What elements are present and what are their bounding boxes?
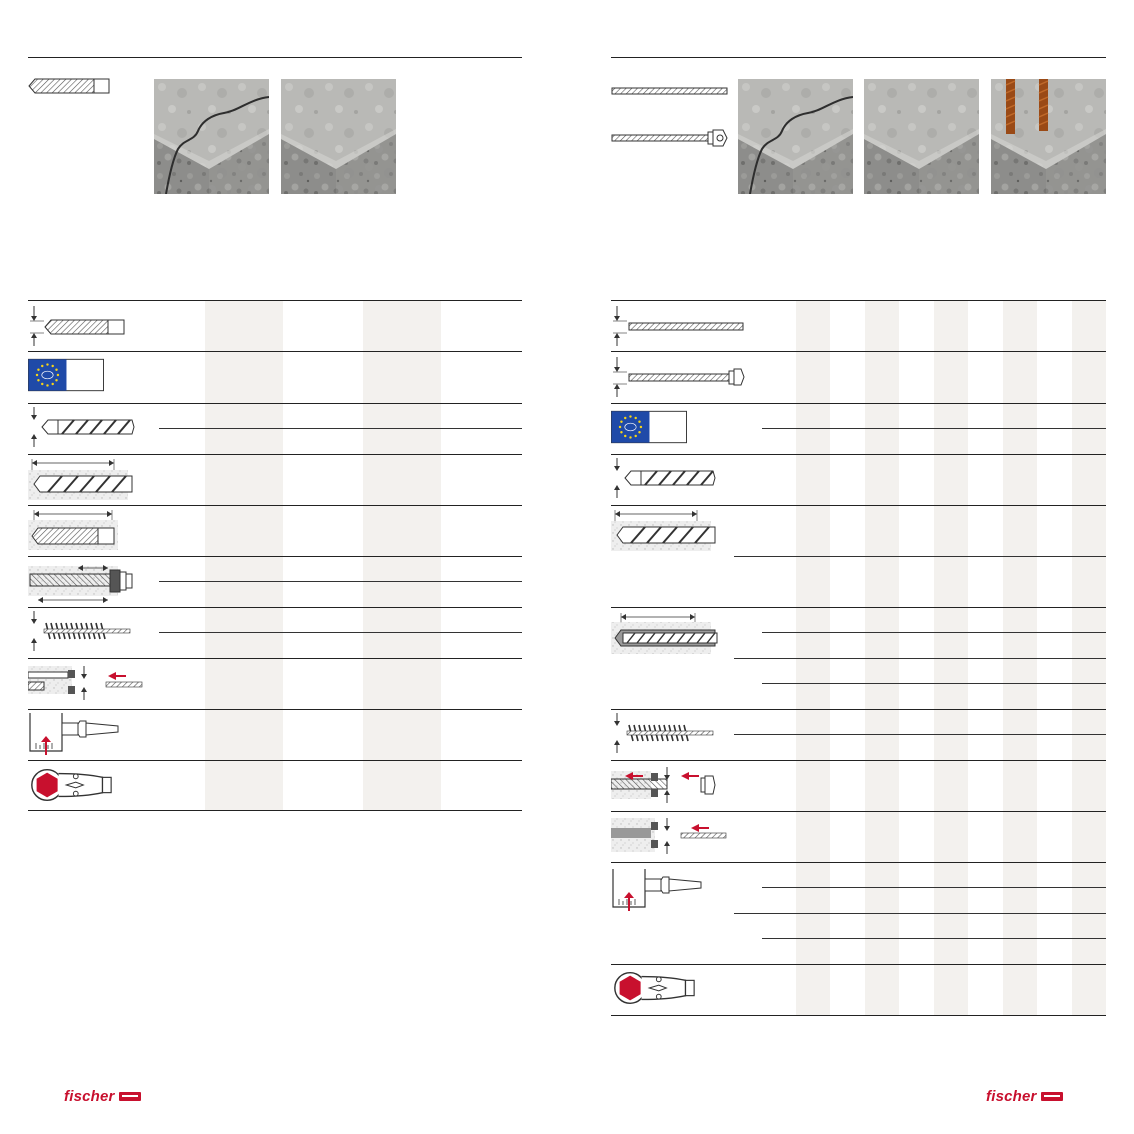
drill-diameter-icon <box>611 456 721 500</box>
right-table-subrule <box>734 913 1106 914</box>
threaded-rod-icon <box>611 86 729 96</box>
left-table-rule <box>28 403 522 404</box>
left-table-rule <box>28 556 522 557</box>
right-table-subrule <box>734 658 1106 659</box>
logo-badge-icon <box>1041 1092 1063 1101</box>
left-table-subrule <box>159 632 522 633</box>
eta-approval-icon <box>28 358 104 394</box>
fixture-hole-icon <box>611 765 723 805</box>
rebar-concrete-photo <box>991 79 1106 194</box>
mortar-volume-icon <box>28 711 138 755</box>
right-table-rule <box>611 811 1106 812</box>
right-table-subrule <box>762 428 1106 429</box>
drill-depth-icon <box>28 456 138 502</box>
anchorage-depth-icon <box>28 508 120 552</box>
right-table-rule <box>611 403 1106 404</box>
right-table-subrule <box>734 556 1106 557</box>
non-cracked-concrete-photo <box>281 79 396 194</box>
left-table-rule <box>28 351 522 352</box>
left-top-rule <box>28 57 522 58</box>
left-table-rule <box>28 810 522 811</box>
left-table-rule <box>28 505 522 506</box>
right-table-subrule <box>762 683 1106 684</box>
fischer-logo-right <box>986 1088 1063 1105</box>
torque-wrench-icon <box>611 968 697 1008</box>
right-table-subrule <box>734 734 1106 735</box>
cleaning-brush-icon <box>611 711 723 755</box>
right-table-rule <box>611 709 1106 710</box>
anchor-sleeve-icon <box>28 77 112 95</box>
left-table-subrule <box>159 581 522 582</box>
cracked-concrete-photo <box>738 79 853 194</box>
logo-wordmark: fischer <box>986 1088 1037 1105</box>
left-table-rule <box>28 607 522 608</box>
threaded-rod-diameter-icon <box>611 304 747 348</box>
bolt-diameter-icon <box>611 355 747 399</box>
cracked-concrete-photo <box>154 79 269 194</box>
right-top-rule <box>611 57 1106 58</box>
right-table-rule <box>611 351 1106 352</box>
anchor-sleeve-diameter-icon <box>28 304 128 348</box>
rebar-anchorage-icon <box>611 612 729 656</box>
left-table-rule <box>28 709 522 710</box>
logo-badge-icon <box>119 1092 141 1101</box>
torque-wrench-icon <box>28 765 114 805</box>
cleaning-brush-icon <box>28 609 140 653</box>
right-table-rule <box>611 964 1106 965</box>
drill-depth-icon <box>611 507 721 553</box>
eta-approval-icon <box>611 410 687 446</box>
left-table-subrule <box>159 428 522 429</box>
right-table-rule <box>611 760 1106 761</box>
right-table-rule <box>611 862 1106 863</box>
hex-bolt-rod-icon <box>611 127 729 149</box>
left-table-rule <box>28 300 522 301</box>
right-table-rule <box>611 300 1106 301</box>
right-table-subrule <box>762 938 1106 939</box>
injection-direction-icon <box>28 662 144 704</box>
fixture-thickness-icon <box>28 560 140 604</box>
drill-diameter-icon <box>28 405 138 449</box>
right-table-rule <box>611 1015 1106 1016</box>
left-table-rule <box>28 454 522 455</box>
mortar-volume-icon <box>611 866 721 912</box>
right-table-rule <box>611 607 1106 608</box>
fischer-logo-left <box>64 1088 141 1105</box>
right-table-subrule <box>762 632 1106 633</box>
logo-wordmark: fischer <box>64 1088 115 1105</box>
right-table-subrule <box>762 887 1106 888</box>
injection-direction-icon <box>611 814 729 858</box>
right-table-rule <box>611 505 1106 506</box>
left-table-rule <box>28 658 522 659</box>
right-table-rule <box>611 454 1106 455</box>
left-table-rule <box>28 760 522 761</box>
non-cracked-concrete-photo <box>864 79 979 194</box>
